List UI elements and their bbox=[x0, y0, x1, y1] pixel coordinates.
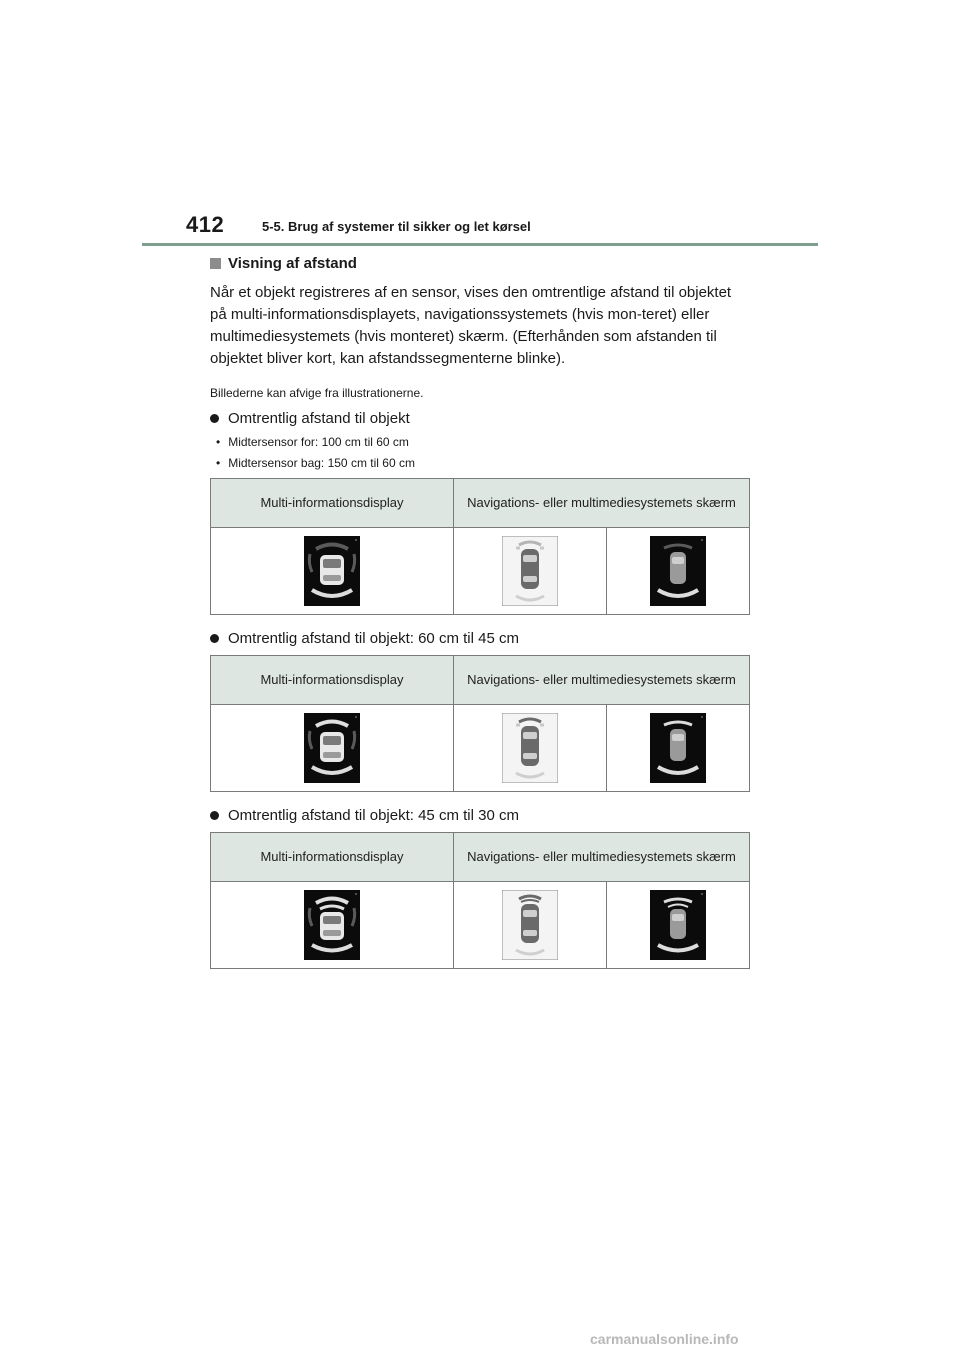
small-bullet-icon: • bbox=[216, 435, 221, 449]
distance-heading-3 bbox=[210, 807, 755, 824]
mid-display-image-cell bbox=[211, 528, 454, 615]
multimedia-display-car-icon bbox=[650, 890, 706, 960]
nav-display-car-icon bbox=[502, 713, 558, 783]
nav-display-image-cell bbox=[454, 882, 607, 969]
bullet-icon bbox=[210, 634, 219, 643]
section-title: 5-5. Brug af systemer til sikker og let kørsel bbox=[262, 219, 531, 234]
distance-heading-1 bbox=[210, 410, 755, 427]
site-watermark: carmanualsonline.info bbox=[590, 1331, 739, 1347]
nav-display-image-cell bbox=[454, 528, 607, 615]
multimedia-display-image-cell bbox=[607, 882, 750, 969]
multimedia-display-image-cell bbox=[607, 705, 750, 792]
multimedia-display-car-icon bbox=[650, 536, 706, 606]
column-header-mid: Multi-informationsdisplay bbox=[211, 479, 454, 528]
mid-display-car-icon bbox=[304, 890, 360, 960]
column-header-nav: Navigations- eller multimediesystemets skærm bbox=[454, 656, 750, 705]
header-divider bbox=[142, 243, 818, 246]
mid-display-car-icon bbox=[304, 713, 360, 783]
section-heading bbox=[210, 255, 755, 272]
distance-heading-text: Omtrentlig afstand til objekt bbox=[228, 410, 410, 427]
heading-text: Visning af afstand bbox=[228, 255, 357, 272]
nav-display-car-icon bbox=[502, 536, 558, 606]
illustration-note: Billederne kan afvige fra illustrationerne. bbox=[210, 386, 424, 400]
sensor-item-front: • Midtersensor for: 100 cm til 60 cm bbox=[216, 435, 409, 449]
distance-heading-text: Omtrentlig afstand til objekt: 45 cm til 30 cm bbox=[228, 807, 519, 824]
nav-display-car-icon bbox=[502, 890, 558, 960]
bullet-icon bbox=[210, 414, 219, 423]
square-bullet-icon bbox=[210, 258, 221, 269]
mid-display-car-icon bbox=[304, 536, 360, 606]
column-header-nav: Navigations- eller multimediesystemets skærm bbox=[454, 479, 750, 528]
page-content bbox=[210, 255, 755, 984]
column-header-mid: Multi-informationsdisplay bbox=[211, 656, 454, 705]
display-table-1 bbox=[210, 478, 750, 615]
column-header-nav: Navigations- eller multimediesystemets skærm bbox=[454, 833, 750, 882]
small-bullet-icon: • bbox=[216, 456, 221, 470]
distance-heading-text: Omtrentlig afstand til objekt: 60 cm til 45 cm bbox=[228, 630, 519, 647]
display-table-3 bbox=[210, 832, 750, 969]
column-header-mid: Multi-informationsdisplay bbox=[211, 833, 454, 882]
display-table-2 bbox=[210, 655, 750, 792]
mid-display-image-cell bbox=[211, 882, 454, 969]
distance-heading-2 bbox=[210, 630, 755, 647]
mid-display-image-cell bbox=[211, 705, 454, 792]
multimedia-display-car-icon bbox=[650, 713, 706, 783]
multimedia-display-image-cell bbox=[607, 528, 750, 615]
description-paragraph: Når et objekt registreres af en sensor, vises den omtrentlige afstand til objektet på multi-informationsdisplayets, navigationssystemets (hvis mon-teret) eller multimediesystemets (hvis monteret) skærm. (Efterhånden som afstanden til objektet bliver kort, kan afstandssegmenterne blinke). bbox=[210, 284, 732, 367]
sensor-item-rear: • Midtersensor bag: 150 cm til 60 cm bbox=[216, 456, 415, 470]
page-number: 412 bbox=[186, 212, 225, 237]
nav-display-image-cell bbox=[454, 705, 607, 792]
bullet-icon bbox=[210, 811, 219, 820]
